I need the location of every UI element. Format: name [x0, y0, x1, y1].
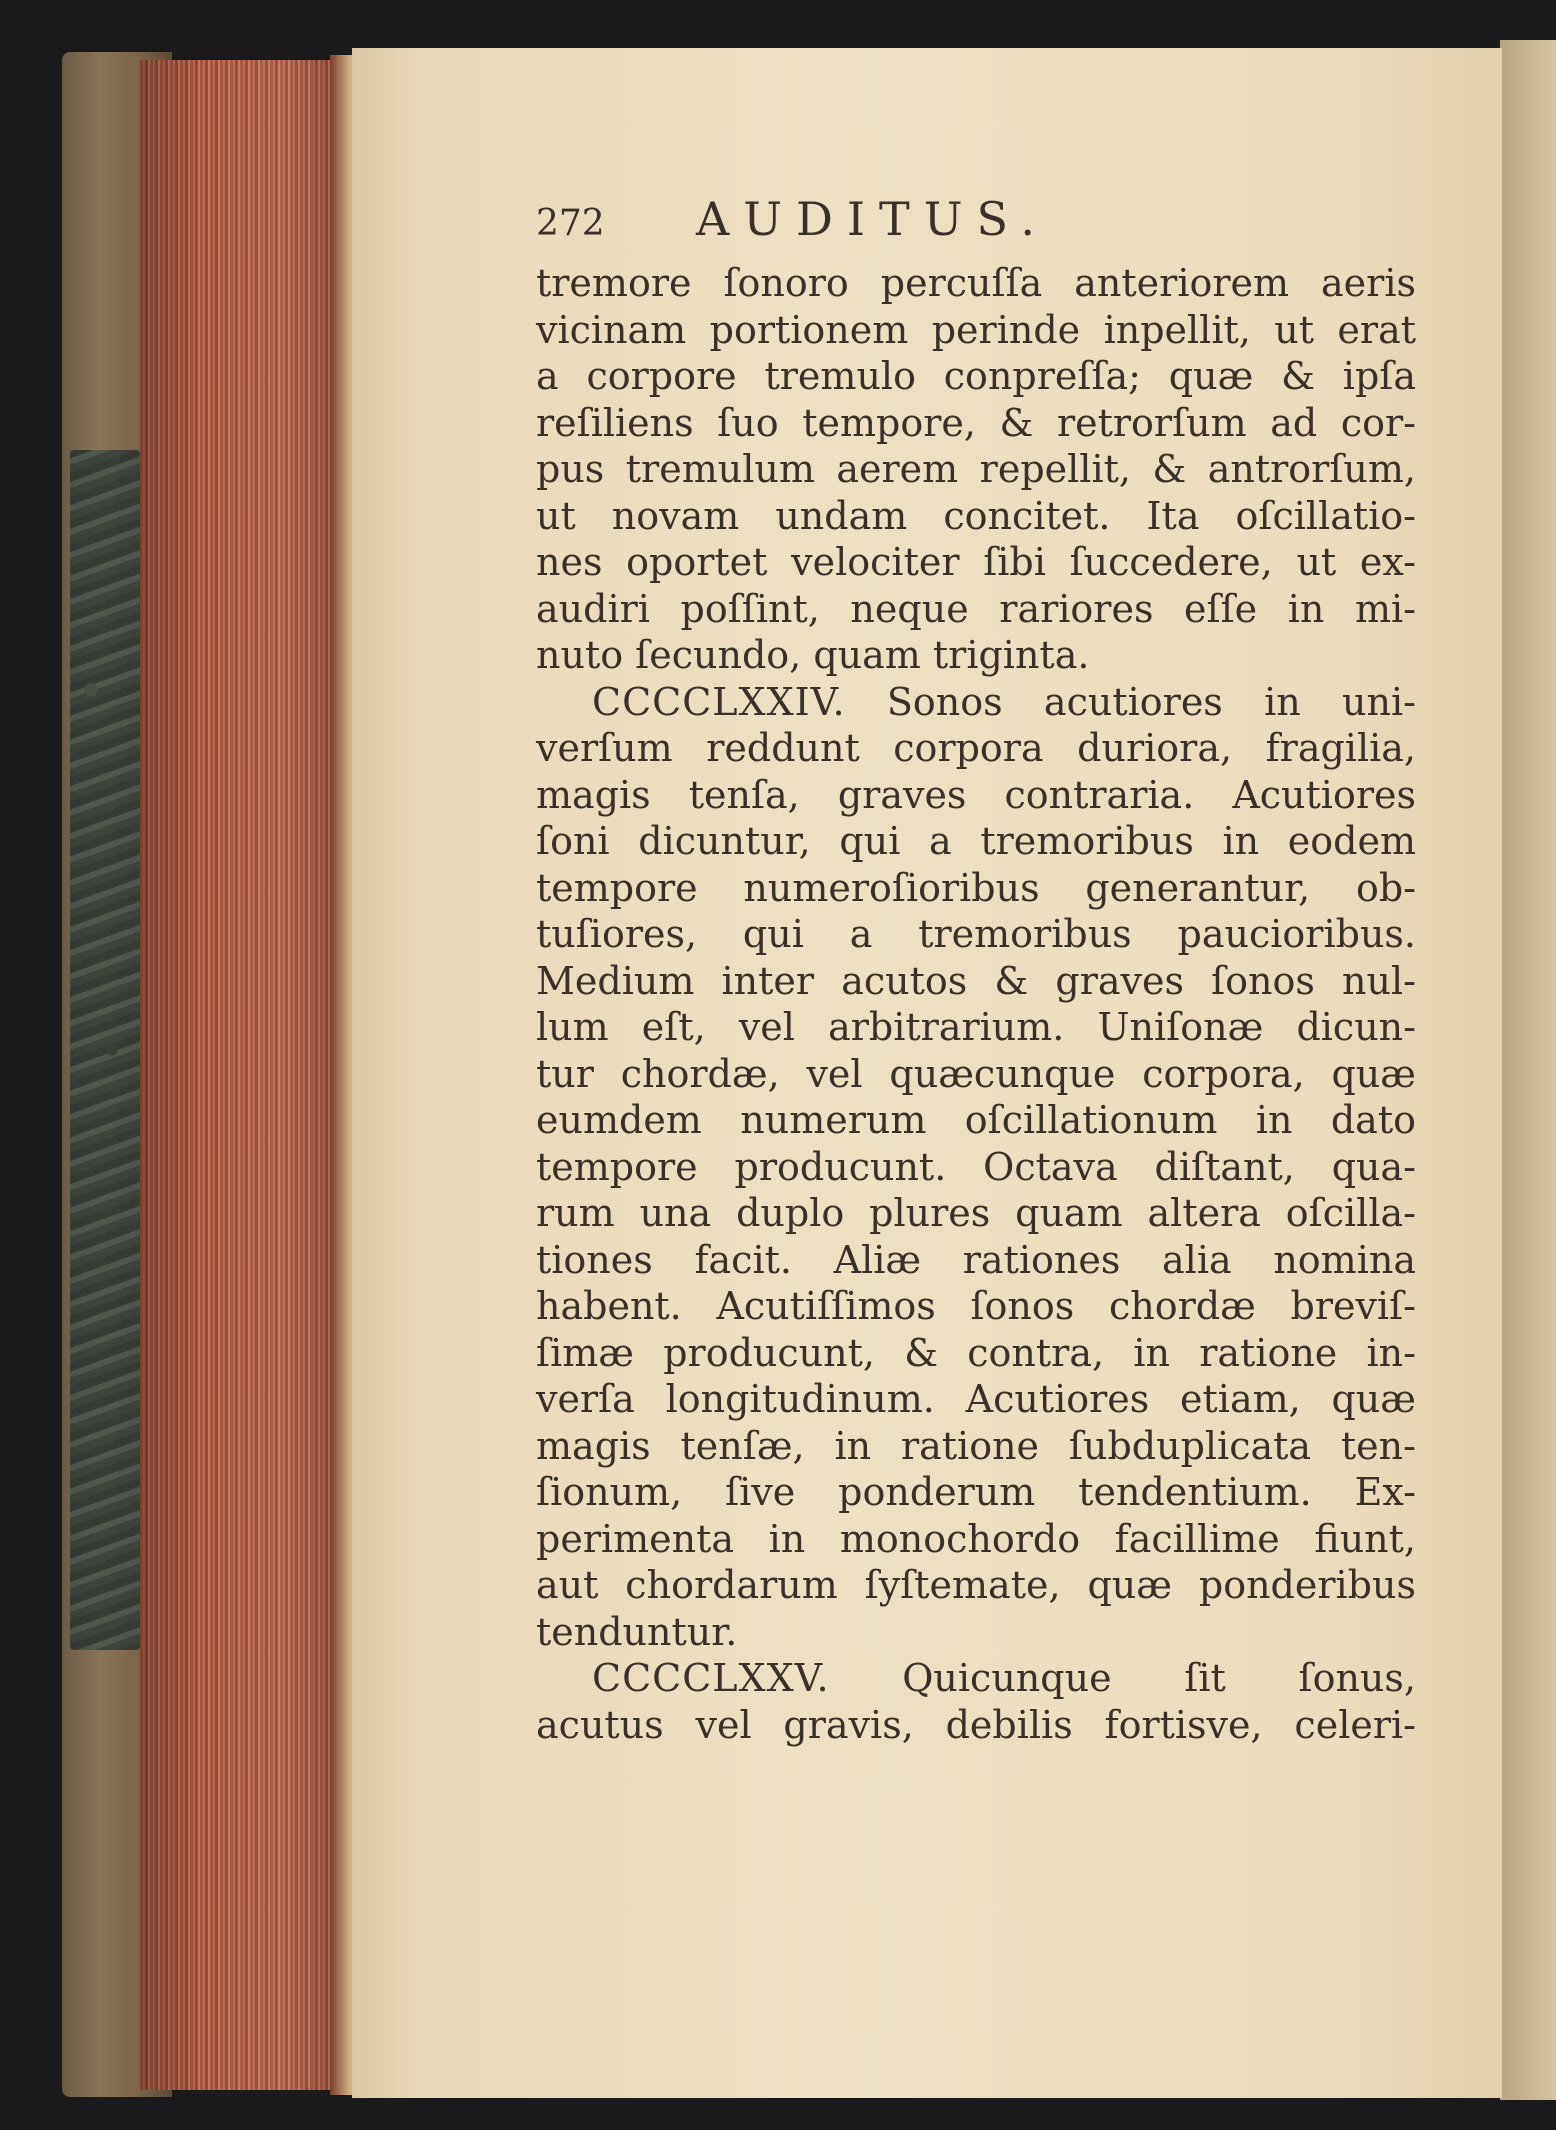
text-line: magis tenſa, graves contraria. Acutiores	[536, 772, 1416, 817]
text-line: eumdem numerum oſcillationum in dato	[536, 1098, 1416, 1142]
text-line: tur chordæ, vel quæcunque corpora, quæ	[536, 1051, 1416, 1096]
text-line-content: Quicunque ſit ſonus,	[902, 1656, 1416, 1700]
text-line: pus tremulum aerem repellit, & antrorſum,	[536, 447, 1416, 491]
page-text	[536, 192, 1416, 1748]
text-line: nes oportet velociter ſibi ſuccedere, ut ex-	[536, 540, 1416, 584]
facing-page-edge	[1500, 40, 1556, 2100]
text-line: perimenta in monochordo facillime fiunt,	[536, 1516, 1416, 1561]
text-line-content: Sonos acutiores in uni-	[886, 679, 1416, 724]
paragraph-number: CCCCLXXIV.	[592, 679, 846, 724]
text-line: tempore producunt. Octava diſtant, qua-	[536, 1144, 1416, 1189]
text-line: ſoni dicuntur, qui a tremoribus in eodem	[536, 819, 1416, 863]
page-number: 272	[536, 203, 605, 244]
text-line: reſiliens ſuo tempore, & retrorſum ad cor-	[536, 400, 1416, 445]
text-line: audiri poſſint, neque rariores eſſe in mi-	[536, 586, 1416, 631]
paragraph-cccclxxiv	[536, 679, 1416, 1656]
text-line: aut chordarum ſyſtemate, quæ ponderibus	[536, 1563, 1416, 1607]
text-line: ſionum, ſive ponderum tendentium. Ex-	[536, 1470, 1416, 1514]
text-line: tuſiores, qui a tremoribus paucioribus.	[536, 912, 1416, 956]
text-line	[536, 1655, 1416, 1702]
paragraph-continued	[536, 260, 1416, 679]
marbled-cover-patch	[70, 450, 140, 1650]
page-edges-shading	[140, 60, 350, 2090]
text-line: ut novam undam concitet. Ita oſcillatio-	[536, 493, 1416, 538]
text-line: acutus vel gravis, debilis fortisve, celeri-	[536, 1702, 1416, 1747]
text-line: ſimæ producunt, & contra, in ratione in-	[536, 1330, 1416, 1375]
text-line: tenduntur.	[536, 1609, 738, 1654]
page-header	[536, 192, 1416, 260]
text-line: vicinam portionem perinde inpellit, ut erat	[536, 307, 1416, 352]
paragraph-number: CCCCLXXV.	[592, 1656, 830, 1700]
running-title: AUDITUS.	[696, 192, 1049, 246]
text-line: Medium inter acutos & graves ſonos nul-	[536, 958, 1416, 1003]
text-line: tremore ſonoro percuſſa anteriorem aeris	[536, 261, 1416, 305]
text-line: lum eſt, vel arbitrarium. Uniſonæ dicun-	[536, 1005, 1416, 1049]
text-line: verſa longitudinum. Acutiores etiam, quæ	[536, 1377, 1416, 1421]
text-line: nuto ſecundo, quam triginta.	[536, 633, 1090, 677]
text-line: a corpore tremulo conpreſſa; quæ & ipſa	[536, 354, 1416, 398]
text-line: tempore numeroſioribus generantur, ob-	[536, 865, 1416, 910]
text-line: habent. Acutiſſimos ſonos chordæ breviſ-	[536, 1284, 1416, 1328]
paragraph-cccclxxv	[536, 1655, 1416, 1748]
text-line: magis tenſæ, in ratione ſubduplicata ten-	[536, 1423, 1416, 1468]
text-line: verſum reddunt corpora duriora, fragilia,	[536, 726, 1416, 770]
text-line	[536, 679, 1416, 726]
text-line: rum una duplo plures quam altera oſcilla-	[536, 1191, 1416, 1235]
text-line: tiones facit. Aliæ rationes alia nomina	[536, 1237, 1416, 1282]
